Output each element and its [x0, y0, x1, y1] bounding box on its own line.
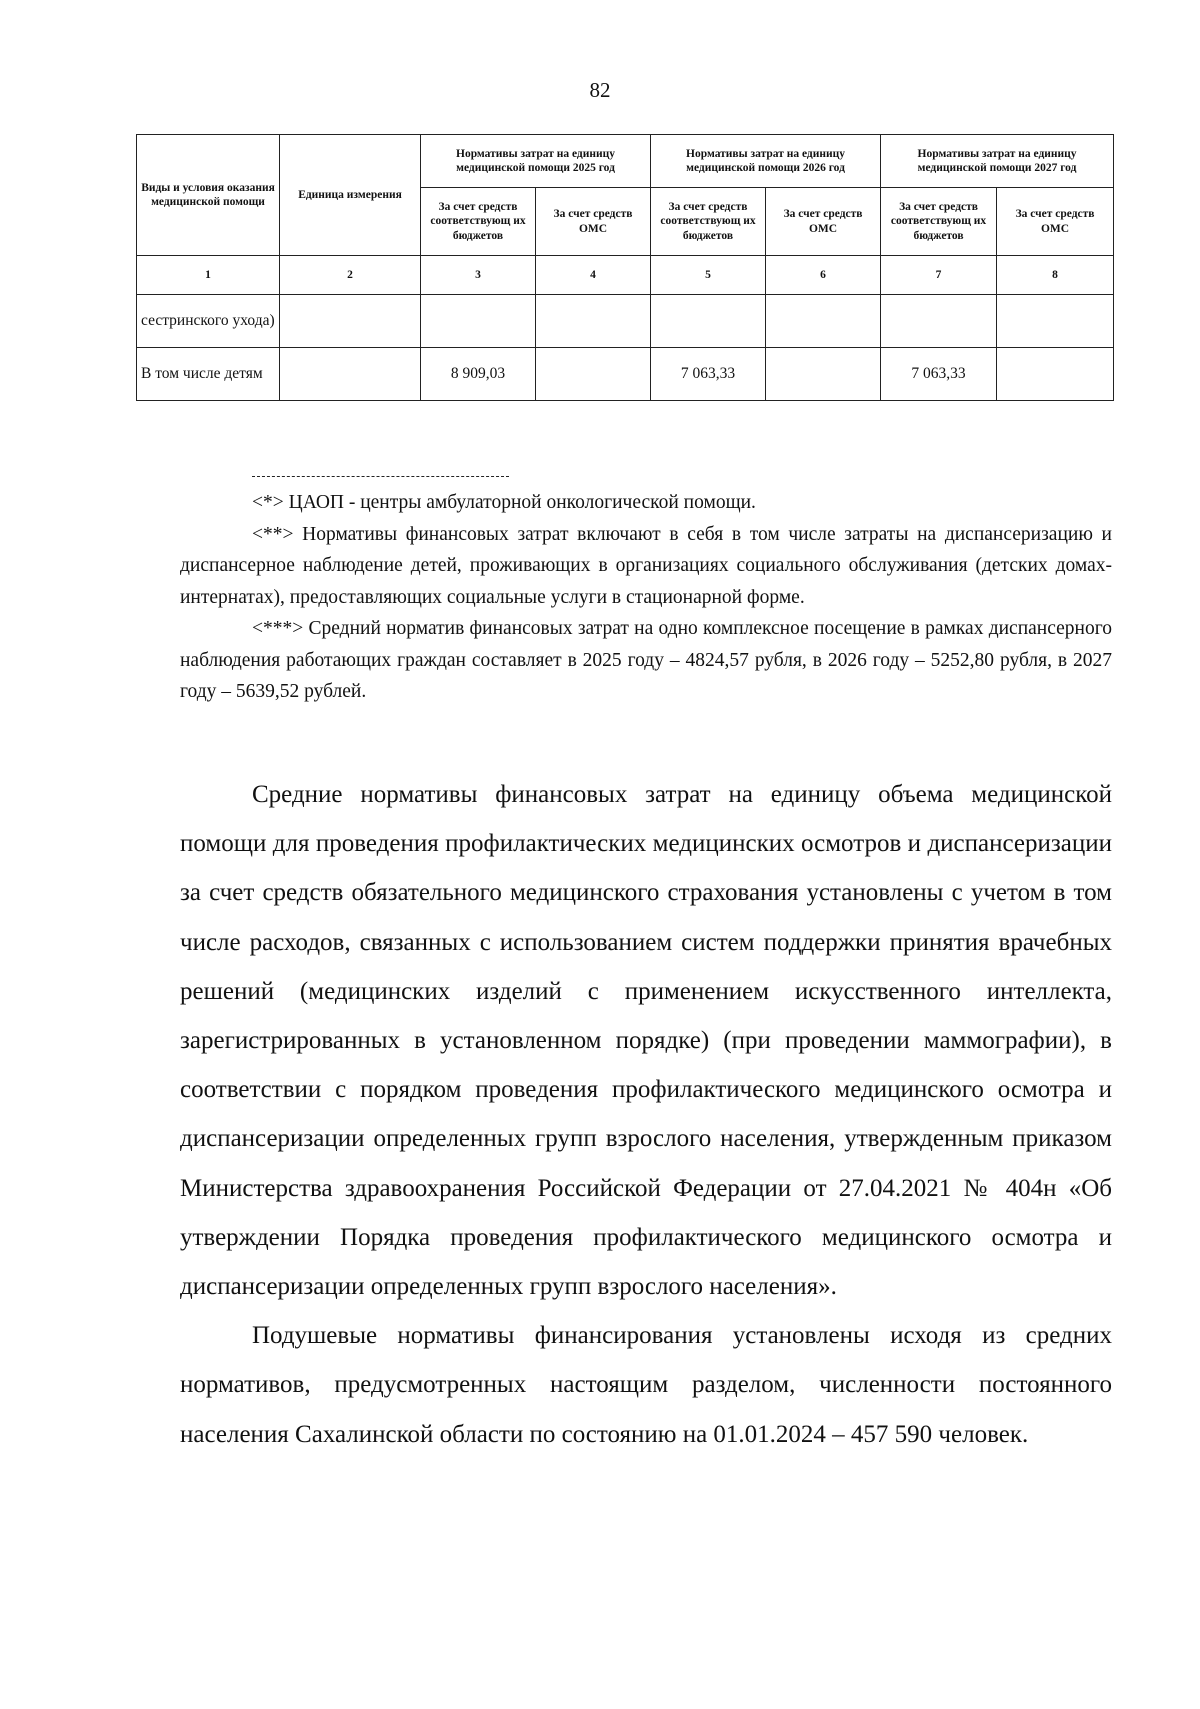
header-group-2027: Нормативы затрат на единицу медицинской помощи 2027 год [881, 135, 1114, 188]
column-number: 7 [881, 256, 997, 295]
header-oms-2027: За счет средств ОМС [997, 188, 1114, 256]
value-budget-2026 [651, 295, 766, 348]
header-kind-of-care: Виды и условия оказания медицинской помощи [137, 135, 280, 256]
value-budget-2025 [421, 295, 536, 348]
paragraph-per-capita-norms: Подушевые нормативы финансирования установлены исходя из средних нормативов, предусмотренных настоящим разделом, численности постоянного населения Сахалинской области по состоянию на 01.01.2024 – 457 590 человек. [180, 1322, 1112, 1448]
footnote-2: <**> Нормативы финансовых затрат включают в себя в том числе затраты на диспансеризацию и диспансерное наблюдение детей, проживающих в организациях социального обслуживания (детских домах-интернатах), предоставляющих социальные услуги в стационарной форме. [180, 523, 1112, 608]
value-oms-2026 [766, 348, 881, 401]
header-budget-2025: За счет средств соответствующ их бюджетов [421, 188, 536, 256]
value-oms-2027 [997, 295, 1114, 348]
column-number: 2 [280, 256, 421, 295]
column-number: 3 [421, 256, 536, 295]
row-label: сестринского ухода) [137, 295, 280, 348]
row-unit [280, 295, 421, 348]
footnote-3: <***> Средний норматив финансовых затрат на одно комплексное посещение в рамках диспансерного наблюдения работающих граждан составляет в 2025 году – 4824,57 рубля, в 2026 году – 5252,80 рубля, в 2027 году – 5639,52 рублей. [180, 618, 1112, 702]
paragraph-average-norms: Средние нормативы финансовых затрат на единицу объема медицинской помощи для проведения профилактических медицинских осмотров и диспансеризации за счет средств обязательного медицинского страхования установлены с учетом в том числе расходов, связанных с использованием систем поддержки принятия врачебных решений (медицинских изделий с применением искусственного интеллекта, зарегистрированных в установленном порядке) (при проведении маммографии), в соответствии с порядком проведения профилактического медицинского осмотра и диспансеризации определенных групп взрослого населения, утвержденным приказом Министерства здравоохранения Российской Федерации от 27.04.2021 № 404н «Об утверждении Порядка проведения профилактического медицинского осмотра и диспансеризации определенных групп взрослого населения». [180, 781, 1112, 1301]
value-budget-2026: 7 063,33 [651, 348, 766, 401]
page-number: 82 [589, 78, 611, 102]
header-budget-2026: За счет средств соответствующ их бюджетов [651, 188, 766, 256]
header-group-2025: Нормативы затрат на единицу медицинской помощи 2025 год [421, 135, 651, 188]
value-budget-2025: 8 909,03 [421, 348, 536, 401]
row-unit [280, 348, 421, 401]
column-number: 6 [766, 256, 881, 295]
value-oms-2027 [997, 348, 1114, 401]
header-unit: Единица измерения [280, 135, 421, 256]
value-budget-2027: 7 063,33 [881, 348, 997, 401]
header-group-2026: Нормативы затрат на единицу медицинской помощи 2026 год [651, 135, 881, 188]
row-label: В том числе детям [137, 348, 280, 401]
column-number: 5 [651, 256, 766, 295]
value-oms-2026 [766, 295, 881, 348]
column-number: 8 [997, 256, 1114, 295]
footnote-separator [252, 458, 509, 477]
header-oms-2026: За счет средств ОМС [766, 188, 881, 256]
value-oms-2025 [536, 295, 651, 348]
footnotes [180, 458, 1112, 708]
normatives-table [136, 134, 1114, 401]
column-number: 4 [536, 256, 651, 295]
table-row [137, 295, 1114, 348]
header-oms-2025: За счет средств ОМС [536, 188, 651, 256]
footnote-1: <*> ЦАОП - центры амбулаторной онкологической помощи. [252, 492, 756, 513]
value-oms-2025 [536, 348, 651, 401]
value-budget-2027 [881, 295, 997, 348]
column-number-row [137, 256, 1114, 295]
header-budget-2027: За счет средств соответствующ их бюджетов [881, 188, 997, 256]
column-number: 1 [137, 256, 280, 295]
table-row [137, 348, 1114, 401]
body-text [180, 770, 1112, 1459]
